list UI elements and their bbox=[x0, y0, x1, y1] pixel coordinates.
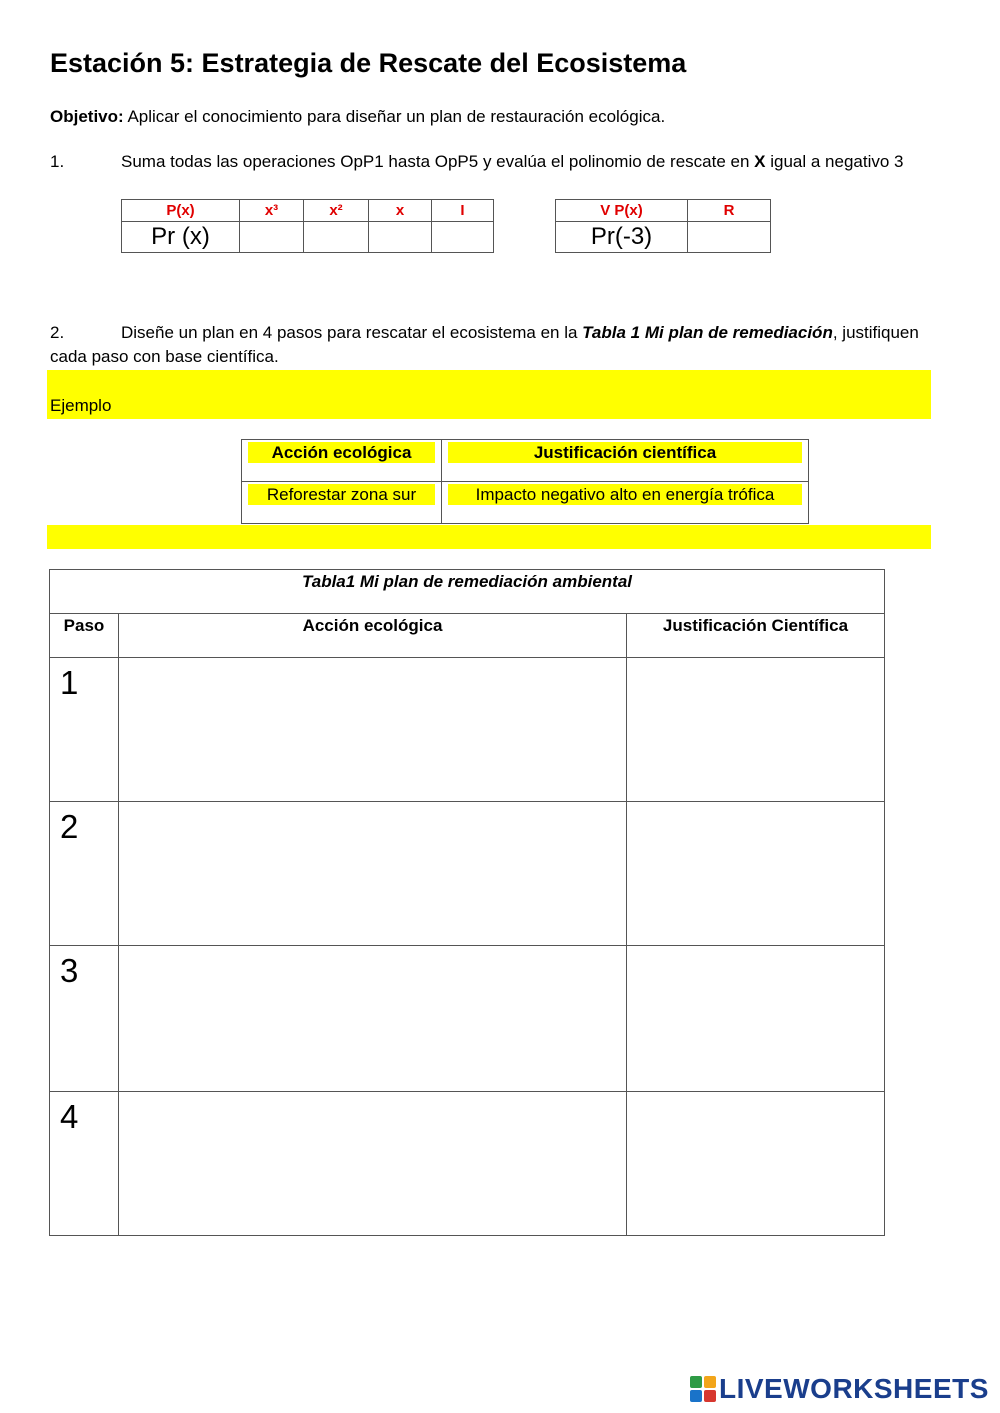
poly-input-x2[interactable] bbox=[304, 222, 369, 253]
logo-square-icon bbox=[704, 1390, 716, 1402]
logo-square-icon bbox=[690, 1376, 702, 1388]
plan-header-justification: Justificación Científica bbox=[627, 614, 885, 658]
question-1 bbox=[50, 150, 930, 174]
objective-text: Aplicar el conocimiento para diseñar un plan de restauración ecológica. bbox=[123, 107, 666, 126]
remediation-plan-table bbox=[49, 569, 885, 1236]
plan-step-3-action-input[interactable] bbox=[119, 946, 627, 1092]
poly-header-px: P(x) bbox=[122, 200, 240, 222]
logo-square-icon bbox=[690, 1390, 702, 1402]
poly-input-x3[interactable] bbox=[240, 222, 304, 253]
plan-step-number: 4 bbox=[50, 1092, 119, 1236]
plan-header-step: Paso bbox=[50, 614, 119, 658]
poly-header-i: I bbox=[432, 200, 494, 222]
poly-input-x[interactable] bbox=[369, 222, 432, 253]
question-1-text: Suma todas las operaciones OpP1 hasta OpP5 y evalúa el polinomio de rescate en bbox=[121, 152, 755, 171]
poly-header-x: x bbox=[369, 200, 432, 222]
plan-table-caption: Tabla1 Mi plan de remediación ambiental bbox=[50, 570, 885, 614]
eval-header-vpx: V P(x) bbox=[556, 200, 688, 222]
liveworksheets-logo-text: LIVEWORKSHEETS bbox=[719, 1373, 989, 1404]
question-2-number: 2. bbox=[50, 323, 65, 342]
poly-input-i[interactable] bbox=[432, 222, 494, 253]
eval-input-r[interactable] bbox=[688, 222, 771, 253]
example-header-justification: Justificación científica bbox=[442, 440, 809, 482]
question-1-number: 1. bbox=[50, 152, 65, 171]
plan-step-1-justification-input[interactable] bbox=[627, 658, 885, 802]
liveworksheets-logo-icon bbox=[690, 1376, 716, 1402]
plan-step-number: 1 bbox=[50, 658, 119, 802]
plan-step-1-action-input[interactable] bbox=[119, 658, 627, 802]
question-2-text-end: , justifiquen cada paso con base científica. bbox=[50, 323, 919, 366]
page-title: Estación 5: Estrategia de Rescate del Ecosistema bbox=[50, 48, 687, 78]
logo-square-icon bbox=[704, 1376, 716, 1388]
example-table bbox=[241, 439, 809, 524]
question-2-text: Diseñe un plan en 4 pasos para rescatar el ecosistema en la bbox=[121, 323, 583, 342]
example-cell-justification: Impacto negativo alto en energía trófica bbox=[442, 482, 809, 524]
example-label: Ejemplo bbox=[50, 396, 112, 415]
question-2-table-ref: Tabla 1 Mi plan de remediación bbox=[582, 323, 833, 342]
plan-header-action: Acción ecológica bbox=[119, 614, 627, 658]
liveworksheets-logo bbox=[690, 1372, 989, 1406]
example-cell-action: Reforestar zona sur bbox=[242, 482, 442, 524]
eval-row-label: Pr(-3) bbox=[556, 222, 688, 253]
objective bbox=[50, 107, 665, 127]
eval-header-r: R bbox=[688, 200, 771, 222]
example-highlight-bottom bbox=[47, 525, 931, 549]
poly-header-x2: x² bbox=[304, 200, 369, 222]
plan-step-number: 2 bbox=[50, 802, 119, 946]
plan-step-2-justification-input[interactable] bbox=[627, 802, 885, 946]
plan-step-4-justification-input[interactable] bbox=[627, 1092, 885, 1236]
plan-step-number: 3 bbox=[50, 946, 119, 1092]
question-1-text-end: igual a negativo 3 bbox=[765, 152, 904, 171]
poly-row-label: Pr (x) bbox=[122, 222, 240, 253]
evaluation-table bbox=[555, 199, 771, 253]
plan-step-2-action-input[interactable] bbox=[119, 802, 627, 946]
polynomial-table bbox=[121, 199, 494, 253]
example-highlight-top bbox=[47, 370, 931, 419]
objective-label: Objetivo: bbox=[50, 107, 124, 126]
question-2 bbox=[50, 321, 930, 369]
plan-step-3-justification-input[interactable] bbox=[627, 946, 885, 1092]
question-1-variable: X bbox=[754, 152, 766, 171]
plan-step-4-action-input[interactable] bbox=[119, 1092, 627, 1236]
poly-header-x3: x³ bbox=[240, 200, 304, 222]
example-header-action: Acción ecológica bbox=[242, 440, 442, 482]
